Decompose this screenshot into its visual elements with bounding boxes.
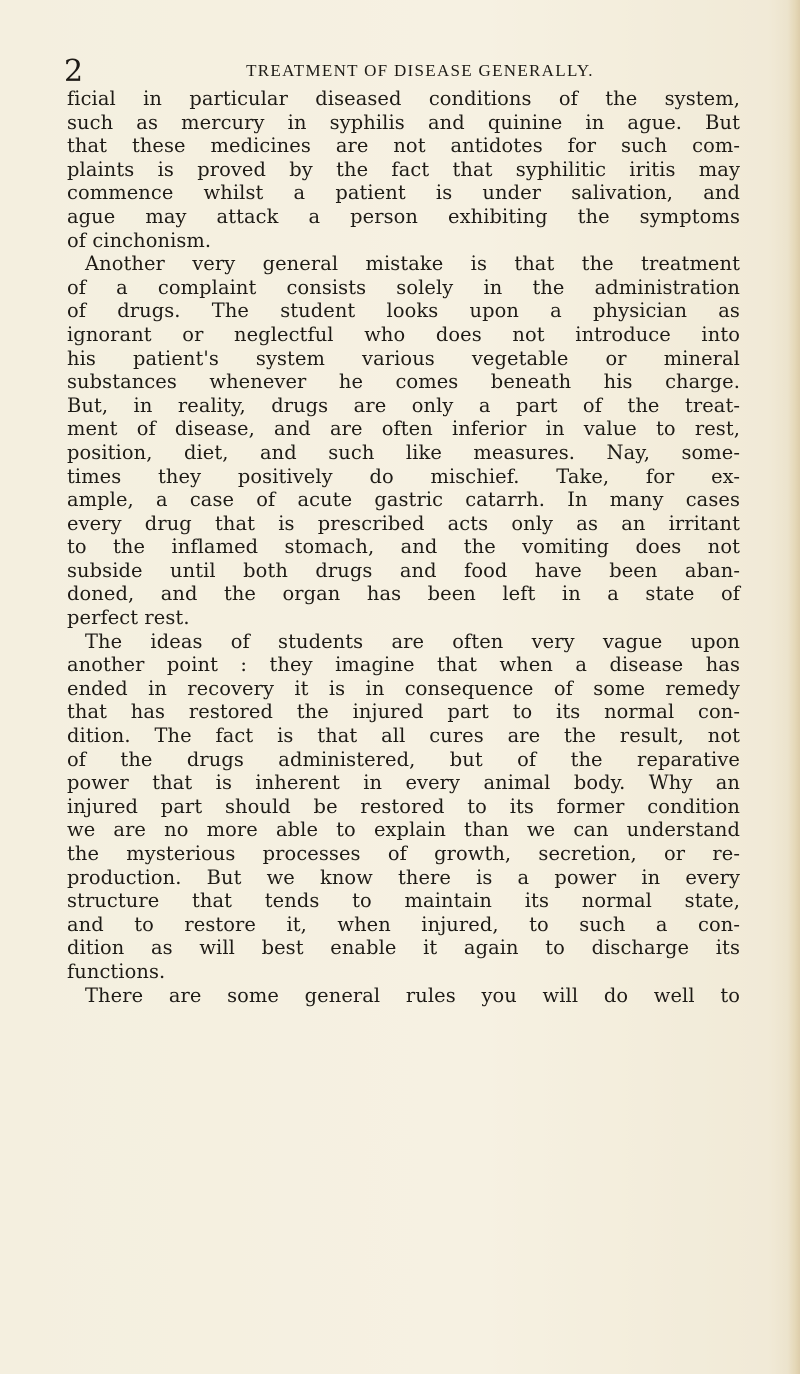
text-line: of the drugs administered, but of the reparative [67,747,740,771]
text-line: we are no more able to explain than we can understand [67,818,740,842]
text-line: power that is inherent in every animal body. Why an [67,771,740,795]
text-line: of drugs. The student looks upon a physician as [67,299,740,323]
body-text [67,87,740,1007]
text-line: of a complaint consists solely in the administration [67,275,740,299]
running-head: TREATMENT OF DISEASE GENERALLY. [246,61,594,80]
text-line: subside until both drugs and food have been aban- [67,558,740,582]
text-line: every drug that is prescribed acts only as an irritant [67,511,740,535]
text-line: ample, a case of acute gastric catarrh. In many cases [67,488,740,512]
text-line: doned, and the organ has been left in a state of [67,582,740,606]
text-line: Another very general mistake is that the treatment [85,252,740,276]
text-line: that these medicines are not antidotes for such com- [67,134,740,158]
text-line: functions. [67,959,166,983]
text-line: commence whilst a patient is under salivation, and [67,181,740,205]
text-line: ague may attack a person exhibiting the symptoms [67,204,740,228]
text-line: ment of disease, and are often inferior in value to rest, [67,417,740,441]
text-line: to the inflamed stomach, and the vomiting does not [67,535,740,559]
text-line: There are some general rules you will do well to [85,983,740,1007]
text-line: times they positively do mischief. Take, for ex- [67,464,740,488]
text-line: the mysterious processes of growth, secretion, or re- [67,842,740,865]
text-line: perfect rest. [67,606,190,630]
text-line: that has restored the injured part to its normal con- [67,700,740,724]
page-number: 2 [64,54,84,89]
text-line: dition. The fact is that all cures are the result, not [67,724,740,748]
text-line: The ideas of students are often very vague upon [85,629,740,653]
text-line: ficial in particular diseased conditions of the system, [67,87,740,110]
text-line: position, diet, and such like measures. Nay, some- [67,440,740,464]
text-line: But, in reality, drugs are only a part of the treat- [67,393,740,417]
text-line: production. But we know there is a power in every [67,865,740,889]
text-line: ignorant or neglectful who does not introduce into [67,322,740,346]
text-line: injured part should be restored to its former condition [67,794,740,818]
page-edge-shadow [788,0,800,1374]
text-line: and to restore it, when injured, to such a con- [67,912,740,936]
text-line: dition as will best enable it again to discharge its [67,936,740,960]
text-line: his patient's system various vegetable or mineral [67,346,740,370]
text-line: of cinchonism. [67,228,212,252]
text-line: substances whenever he comes beneath his charge. [67,370,740,394]
page-header [64,56,764,90]
text-line: ended in recovery it is in consequence of some remedy [67,676,740,700]
text-line: plaints is proved by the fact that syphilitic iritis may [67,157,740,181]
text-line: another point : they imagine that when a disease has [67,653,740,677]
text-line: structure that tends to maintain its normal state, [67,889,740,913]
text-line: such as mercury in syphilis and quinine in ague. But [67,110,740,134]
